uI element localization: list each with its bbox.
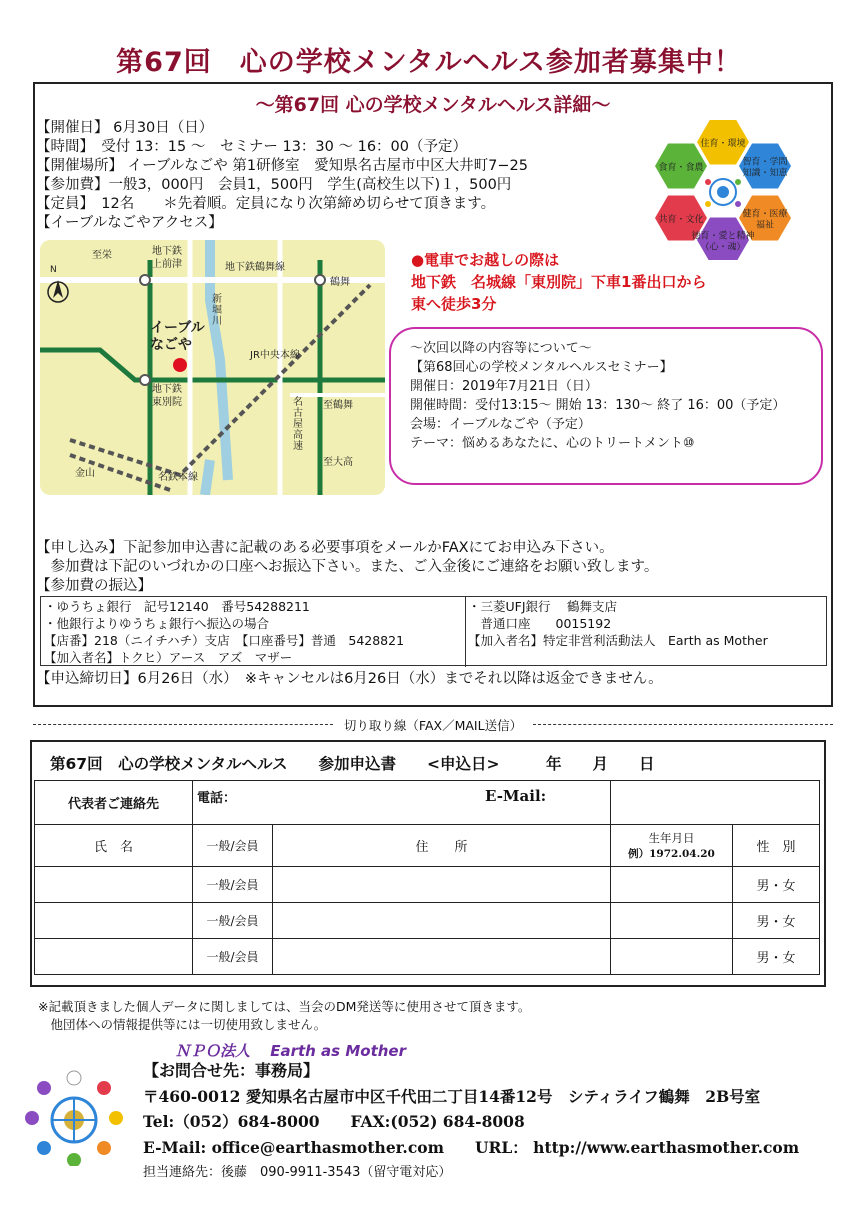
form-row [35, 867, 820, 903]
map-label: 名鉄本線 [158, 472, 198, 483]
map-label: 川 [212, 316, 222, 327]
hexagon-emblem [648, 120, 798, 260]
type-cell[interactable]: 一般/会員 [193, 867, 273, 903]
globe-people-icon [705, 179, 741, 207]
hexagon-label: 智育・学問 [742, 157, 788, 168]
hexagon-label: （心・魂） [700, 242, 746, 253]
page-title: 第67回 心の学校メンタルヘルス参加者募集中！ [116, 47, 742, 78]
map-label: 地下鉄 [152, 246, 182, 257]
bank-left-2: ・他銀行よりゆうちょ銀行へ振込の場合 [44, 616, 270, 631]
phone-field[interactable] [193, 781, 611, 825]
col-birth-label: 生年月日 [648, 830, 695, 845]
map-label: JR中央本線 [250, 350, 300, 361]
bank-right-2: 普通口座 0015192 [468, 616, 612, 631]
office-address: 〒460-0012 愛知県名古屋市中区千代田二丁目14番12号 シティライフ鶴舞 2B号室 [143, 1087, 761, 1106]
detail-fee: 【参加費】一般3，000円 会員1，500円 学生(高校生以下)１，500円 [36, 177, 512, 193]
phone-label: 電話： [197, 791, 237, 806]
gender-cell[interactable]: 男・女 [733, 903, 820, 939]
name-input[interactable] [35, 903, 193, 939]
form-table [34, 780, 820, 975]
next-theme: テーマ：悩めるあなたに、心のトリートメント⑩ [410, 436, 695, 451]
address-input[interactable] [273, 903, 611, 939]
col-type: 一般/会員 [193, 825, 273, 867]
map-label: 至鶴舞 [323, 400, 353, 411]
access-map [40, 240, 385, 495]
type-cell[interactable]: 一般/会員 [193, 939, 273, 975]
col-name: 氏 名 [35, 825, 193, 867]
bank-right-1: ・三菱UFJ銀行 鶴舞支店 [468, 599, 617, 614]
map-label: 地下鉄 [152, 384, 182, 395]
bank-left-3: 【店番】218（ニイチハチ）支店 【口座番号】普通 5428821 [44, 633, 405, 648]
map-label: 地下鉄鶴舞線 [225, 262, 285, 273]
col-birth-example: 例）1972.04.20 [628, 847, 715, 860]
form-row [35, 903, 820, 939]
rep-label: 代表者ご連絡先 [35, 781, 193, 825]
birth-input[interactable] [611, 903, 733, 939]
cut-line-label: 切り取り線（FAX／MAIL送信） [343, 718, 523, 733]
next-venue: 会場：イーブルなごや（予定） [410, 417, 591, 432]
map-label: 鶴舞 [330, 277, 350, 288]
gender-cell[interactable]: 男・女 [733, 939, 820, 975]
gender-cell[interactable]: 男・女 [733, 867, 820, 903]
next-time: 開催時間：受付13:15～ 開始 13：130～ 終了 16：00（予定） [410, 398, 786, 413]
map-label: N [50, 265, 57, 275]
map-label: 高 [293, 430, 303, 441]
col-address: 住 所 [273, 825, 611, 867]
email-field[interactable] [485, 781, 820, 825]
map-label: なごや [150, 337, 192, 353]
form-header-row [35, 825, 820, 867]
access-line-1: ●電車でお越しの際は [411, 251, 560, 269]
access-line-3: 東へ徒歩3分 [411, 295, 497, 313]
birth-input[interactable] [611, 939, 733, 975]
map-label: 東別院 [152, 397, 182, 408]
apply-line-2: 参加費は下記のいづれかの口座へお振込下さい。また、ご入金後にご連絡をお願い致します。 [36, 559, 659, 575]
detail-date: 【開催日】 6月30日（日） [36, 120, 214, 136]
fee-transfer-heading: 【参加費の振込】 [36, 578, 152, 594]
name-input[interactable] [35, 939, 193, 975]
map-label: 速 [293, 441, 303, 452]
bank-right-3: 【加入者名】特定非営利活動法人 Earth as Mother [468, 633, 768, 648]
detail-capacity: 【定員】 12名 ＊先着順。定員になり次第締め切らせて頂きます。 [36, 196, 496, 212]
org-name: ＮＰＯ法人 Earth as Mother [175, 1042, 406, 1060]
col-birth [611, 825, 733, 867]
hexagon-label: 徳育・愛と精神 [691, 231, 755, 242]
name-input[interactable] [35, 867, 193, 903]
map-label: 上前津 [152, 259, 182, 270]
contact-person: 担当連絡先：後藤 090-9911-3543（留守電対応） [143, 1165, 452, 1180]
map-label: 至栄 [92, 250, 112, 261]
type-cell[interactable]: 一般/会員 [193, 903, 273, 939]
next-date: 開催日：2019年7月21日（日） [410, 379, 598, 394]
hexagon-label: 共育・文化 [658, 215, 704, 225]
map-label: イーブル [150, 320, 205, 336]
bank-left-1: ・ゆうちょ銀行 記号12140 番号54288211 [44, 599, 310, 614]
office-tel-fax: Tel:（052）684-8000 FAX:(052) 684-8008 [143, 1112, 525, 1131]
form-heading: 第67回 心の学校メンタルヘルス 参加申込書 <申込日> 年 月 日 [50, 755, 655, 773]
apply-line-1: 【申し込み】下記参加申込書に記載のある必要事項をメールかFAXにてお申込み下さい。 [36, 540, 614, 556]
birth-input[interactable] [611, 867, 733, 903]
form-rep-row [35, 781, 820, 825]
office-email-url[interactable]: E-Mail: office@earthasmother.com URL： http://www.earthasmother.com [143, 1138, 800, 1157]
cut-line [33, 716, 833, 732]
detail-time: 【時間】 受付 13：15 ～ セミナー 13：30 ～ 16：00（予定） [36, 139, 467, 155]
hexagon-label: 福祉 [755, 220, 775, 231]
bank-left-4: 【加入者名】トクヒ）アース アズ マザー [44, 650, 293, 665]
npo-logo [22, 1068, 126, 1166]
map-label: 名 [293, 397, 303, 408]
office-heading: 【お問合せ先：事務局】 [143, 1061, 320, 1080]
map-label: 金山 [75, 468, 95, 479]
col-gender: 性 別 [733, 825, 820, 867]
map-label: 堀 [212, 305, 222, 316]
hexagon-label: 住育・環境 [700, 139, 746, 149]
map-label: 古 [293, 408, 303, 419]
map-label: 屋 [293, 419, 303, 430]
next-heading: ～次回以降の内容等について～ [410, 341, 592, 356]
hexagon-label: 知識・知恵 [742, 168, 788, 179]
address-input[interactable] [273, 867, 611, 903]
email-label: E-Mail: [485, 787, 547, 805]
venue-marker [173, 358, 187, 372]
access-line-2: 地下鉄 名城線「東別院」下車1番出口から [411, 273, 707, 291]
details-subtitle: ～第67回 心の学校メンタルヘルス詳細～ [255, 94, 611, 116]
address-input[interactable] [273, 939, 611, 975]
hexagon-label: 食育・食農 [658, 163, 704, 173]
detail-venue: 【開催場所】 イーブルなごや 第1研修室 愛知県名古屋市中区大井町7−25 [36, 158, 528, 174]
privacy-note-1: ※記載頂きました個人データに関しましては、当会のDM発送等に使用させて頂きます。 [38, 999, 531, 1014]
next-title: 【第68回心の学校メンタルヘルスセミナー】 [410, 360, 673, 375]
map-label: 至大高 [323, 457, 353, 468]
deadline-text: 【申込締切日】6月26日（水） ※キャンセルは6月26日（水）までそれ以降は返金できません。 [36, 671, 663, 687]
detail-access-heading: 【イーブルなごやアクセス】 [36, 215, 223, 231]
privacy-note-2: 他団体への情報提供等には一切使用致しません。 [38, 1017, 327, 1032]
map-label: 新 [212, 294, 222, 305]
hexagon-label: 健育・医療 [742, 209, 788, 220]
form-row [35, 939, 820, 975]
